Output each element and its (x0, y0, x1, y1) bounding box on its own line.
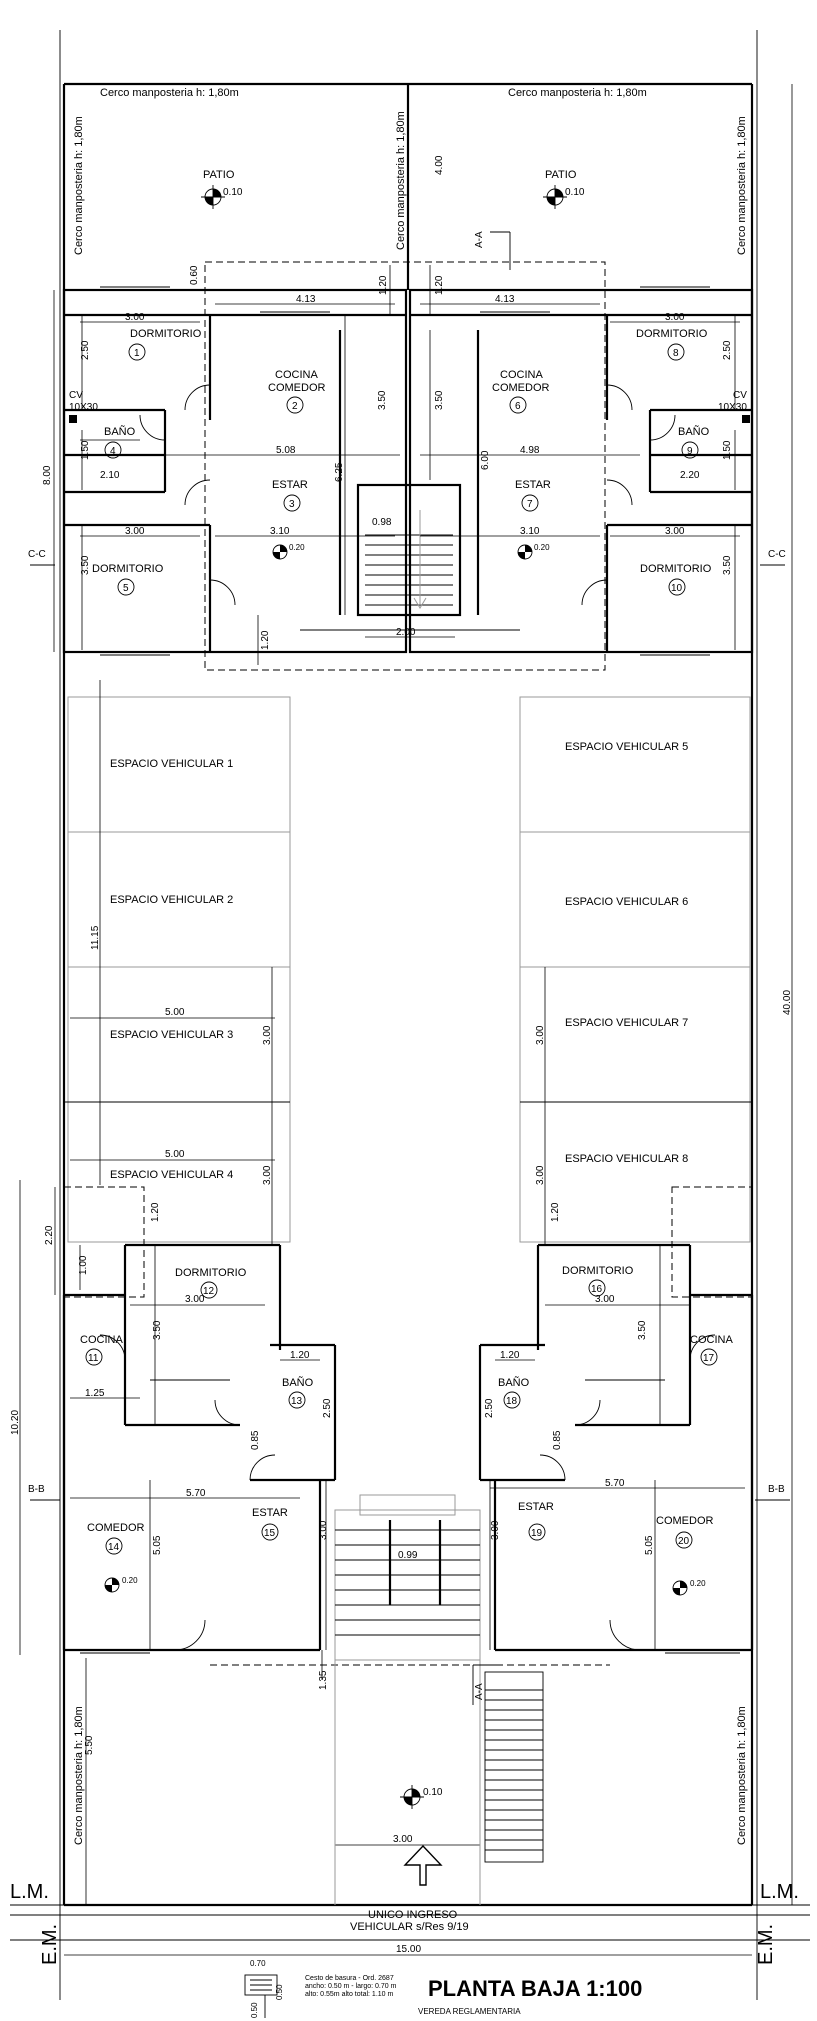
room-label-bano-9: BAÑO (678, 426, 710, 438)
dim-150-b: 1.50 (722, 440, 733, 460)
dim-800: 8.00 (42, 465, 53, 485)
room-label-comedor-2: COMEDOR (268, 382, 326, 394)
dim-300-h: 3.00 (535, 1165, 546, 1185)
parking-label-2: ESPACIO VEHICULAR 2 (110, 894, 234, 906)
fence-label-top-left: Cerco manposteria h: 1,80m (100, 87, 239, 99)
level-patio-right: 0.10 (565, 187, 585, 198)
entry-arrow-icon (405, 1846, 441, 1885)
dim-300-a: 3.00 (125, 312, 145, 323)
cv-label-left: CV (69, 390, 83, 401)
room-label-bano-18: BAÑO (498, 1377, 530, 1389)
dim-413-b: 4.13 (495, 294, 515, 305)
dim-600: 6.00 (480, 450, 491, 470)
room-label-cocina-2: COCINA (275, 369, 318, 381)
dim-350-c: 3.50 (80, 555, 91, 575)
dim-250-a: 2.50 (80, 340, 91, 360)
dim-350-b: 3.50 (434, 390, 445, 410)
dim-4000: 40.00 (782, 989, 793, 1015)
dim-500-b: 5.00 (165, 1149, 185, 1160)
dim-220: 2.20 (680, 470, 700, 481)
dim-310-a: 3.10 (270, 526, 290, 537)
parking-label-6: ESPACIO VEHICULAR 6 (565, 896, 689, 908)
dim-505-b: 5.05 (644, 1535, 655, 1555)
fence-label-top-right: Cerco manposteria h: 1,80m (508, 87, 647, 99)
room-label-dormitorio-12: DORMITORIO (175, 1267, 247, 1279)
dim-498: 4.98 (520, 445, 540, 456)
room-number-1: 1 (134, 348, 140, 359)
room-label-dormitorio-16: DORMITORIO (562, 1265, 634, 1277)
room-number-19: 19 (531, 1528, 543, 1539)
dim-250-b: 2.50 (722, 340, 733, 360)
section-aa-bottom: A-A (474, 1683, 485, 1700)
level-estar-3: 0.20 (289, 543, 305, 552)
room-label-cocina-11: COCINA (80, 1334, 123, 1346)
room-label-comedor-14: COMEDOR (87, 1522, 145, 1534)
windows-bottom (80, 1380, 740, 1653)
dim-070: 0.70 (250, 1959, 266, 1968)
stair-bottom (335, 1520, 480, 1635)
section-bb-right: B-B (768, 1484, 785, 1495)
dim-300-e: 3.00 (262, 1025, 273, 1045)
room-number-18: 18 (506, 1396, 518, 1407)
level-estar-7: 0.20 (534, 543, 550, 552)
dim-625: 6.25 (334, 462, 345, 482)
dimensions-bottom (20, 1180, 745, 1905)
trash-spec-line2: ancho: 0.50 m - largo: 0.70 m (305, 1983, 397, 1990)
dim-220-b: 2.20 (44, 1225, 55, 1245)
dim-099: 0.99 (398, 1550, 418, 1561)
parking-label-3: ESPACIO VEHICULAR 3 (110, 1029, 234, 1041)
dim-300-g: 3.00 (535, 1025, 546, 1045)
level-marker-icon (400, 1785, 424, 1809)
dim-350-a: 3.50 (377, 390, 388, 410)
room-label-estar-19: ESTAR (518, 1501, 554, 1513)
dim-570-b: 5.70 (605, 1478, 625, 1489)
room-number-3: 3 (289, 499, 295, 510)
dim-1115: 11.15 (90, 925, 101, 950)
cv-size-right: 10X30 (718, 402, 747, 413)
room-number-6: 6 (515, 401, 521, 412)
room-label-bano-4: BAÑO (104, 426, 136, 438)
lm-label-left: L.M. (10, 1881, 49, 1903)
level-comedor-20: 0.20 (690, 1579, 706, 1588)
dim-1500: 15.00 (396, 1944, 422, 1955)
level-front-yard: 0.10 (423, 1787, 443, 1798)
trash-spec-line3: alto: 0.55m alto total: 1.10 m (305, 1991, 394, 1998)
room-number-4: 4 (110, 446, 116, 457)
room-label-bano-13: BAÑO (282, 1377, 314, 1389)
bottom-building-walls (64, 1187, 752, 1665)
dim-400: 4.00 (434, 155, 445, 175)
trash-spec-line1: Cesto de basura - Ord. 2687 (305, 1975, 394, 1982)
room-number-13: 13 (291, 1396, 303, 1407)
dim-120-c: 1.20 (260, 630, 271, 650)
dim-120-g: 1.20 (500, 1350, 520, 1361)
section-cc-left: C-C (28, 549, 46, 560)
room-number-5: 5 (123, 583, 129, 594)
room-label-dormitorio-1: DORMITORIO (130, 328, 202, 340)
room-label-cocina-6: COCINA (500, 369, 543, 381)
dim-120-f: 1.20 (290, 1350, 310, 1361)
dim-300-l: 3.00 (490, 1520, 501, 1540)
level-marker-icon (543, 185, 567, 209)
dim-500-a: 5.00 (165, 1007, 185, 1018)
lm-label-right: L.M. (760, 1881, 799, 1903)
section-bb-left: B-B (28, 1484, 45, 1495)
entry-label-line1: UNICO INGRESO (368, 1909, 458, 1921)
parking-label-5: ESPACIO VEHICULAR 5 (565, 741, 689, 753)
dim-150-a: 1.50 (80, 440, 91, 460)
room-number-17: 17 (703, 1353, 715, 1364)
dim-508: 5.08 (276, 445, 296, 456)
level-patio-left: 0.10 (223, 187, 243, 198)
parking-label-8: ESPACIO VEHICULAR 8 (565, 1153, 689, 1165)
room-label-estar-3: ESTAR (272, 479, 308, 491)
fence-label-mid-top: Cerco manposteria h: 1,80m (395, 111, 407, 250)
entry-label-line2: VEHICULAR s/Res 9/19 (350, 1921, 469, 1933)
dim-300-j: 3.00 (595, 1294, 615, 1305)
dim-120-e: 1.20 (550, 1202, 561, 1222)
room-label-comedor-6: COMEDOR (492, 382, 550, 394)
room-label-dormitorio-10: DORMITORIO (640, 563, 712, 575)
dim-250-d: 2.50 (484, 1398, 495, 1418)
level-marker-icon (273, 545, 287, 559)
room-number-15: 15 (264, 1528, 276, 1539)
front-yard (335, 1660, 543, 1905)
dim-060: 0.60 (189, 265, 200, 285)
dim-085-b: 0.85 (552, 1430, 563, 1450)
dim-210: 2.10 (100, 470, 120, 481)
level-comedor-14: 0.20 (122, 1576, 138, 1585)
section-aa-top: A-A (474, 231, 485, 248)
dim-300-b: 3.00 (665, 312, 685, 323)
dim-550: 5.50 (84, 1735, 95, 1755)
dim-300-k: 3.00 (318, 1520, 329, 1540)
dim-120-a: 1.20 (378, 275, 389, 295)
room-number-2: 2 (292, 401, 298, 412)
fence-label-right-top: Cerco manposteria h: 1,80m (736, 116, 748, 255)
room-number-16: 16 (591, 1284, 603, 1295)
room-number-20: 20 (678, 1536, 690, 1547)
patio-label-left: PATIO (203, 169, 235, 181)
parking-label-1: ESPACIO VEHICULAR 1 (110, 758, 234, 770)
room-number-8: 8 (673, 348, 679, 359)
room-label-comedor-20: COMEDOR (656, 1515, 714, 1527)
page-subtitle: VEREDA REGLAMENTARIA (418, 2007, 521, 2016)
fence-label-left-top: Cerco manposteria h: 1,80m (73, 116, 85, 255)
room-number-14: 14 (108, 1542, 120, 1553)
cv-size-left: 10X30 (69, 402, 98, 413)
room-number-11: 11 (88, 1353, 99, 1364)
dim-050-a: 0.50 (250, 2002, 259, 2018)
dim-300-c: 3.00 (125, 526, 145, 537)
parking-label-7: ESPACIO VEHICULAR 7 (565, 1017, 689, 1029)
dim-350-f: 3.50 (637, 1320, 648, 1340)
dim-300-i: 3.00 (185, 1294, 205, 1305)
dim-250-c: 2.50 (322, 1398, 333, 1418)
fence-label-left-bottom: Cerco manposteria h: 1,80m (73, 1706, 85, 1845)
dim-350-d: 3.50 (722, 555, 733, 575)
dim-310-b: 3.10 (520, 526, 540, 537)
room-number-12: 12 (203, 1286, 215, 1297)
dim-300-d: 3.00 (665, 526, 685, 537)
room-number-9: 9 (687, 446, 693, 457)
room-label-estar-7: ESTAR (515, 479, 551, 491)
room-label-cocina-17: COCINA (690, 1334, 733, 1346)
page-title: PLANTA BAJA 1:100 (428, 1976, 643, 2001)
section-cc-right: C-C (768, 549, 786, 560)
dim-300-f: 3.00 (262, 1165, 273, 1185)
dim-120-b: 1.20 (434, 275, 445, 295)
em-label-left: E.M. (39, 1923, 61, 1965)
dim-413-a: 4.13 (296, 294, 316, 305)
dim-100: 1.00 (78, 1255, 89, 1275)
dim-050-b: 0.50 (275, 1984, 284, 2000)
door-swings-top (140, 385, 675, 605)
dim-120-d: 1.20 (150, 1202, 161, 1222)
level-marker-icon (105, 1578, 119, 1592)
dim-350-e: 3.50 (152, 1320, 163, 1340)
patio-label-right: PATIO (545, 169, 577, 181)
level-marker-icon (518, 545, 532, 559)
top-building-walls (64, 262, 752, 670)
fence-label-right-bottom: Cerco manposteria h: 1,80m (736, 1706, 748, 1845)
em-label-right: E.M. (755, 1923, 777, 1965)
dim-1020: 10.20 (10, 1409, 21, 1435)
room-number-10: 10 (671, 583, 683, 594)
dim-098: 0.98 (372, 517, 392, 528)
room-label-estar-15: ESTAR (252, 1507, 288, 1519)
dim-570-a: 5.70 (186, 1488, 206, 1499)
room-label-dormitorio-8: DORMITORIO (636, 328, 708, 340)
dim-505-a: 5.05 (152, 1535, 163, 1555)
level-marker-icon (673, 1581, 687, 1595)
room-number-7: 7 (527, 499, 533, 510)
parking-label-4: ESPACIO VEHICULAR 4 (110, 1169, 234, 1181)
dim-200: 2.00 (396, 627, 416, 638)
dim-085-a: 0.85 (250, 1430, 261, 1450)
level-marker-icon (201, 185, 225, 209)
dim-300-m: 3.00 (393, 1834, 413, 1845)
cv-label-right: CV (733, 390, 747, 401)
dim-125: 1.25 (85, 1388, 105, 1399)
dim-135: 1.35 (318, 1670, 329, 1690)
room-label-dormitorio-5: DORMITORIO (92, 563, 164, 575)
